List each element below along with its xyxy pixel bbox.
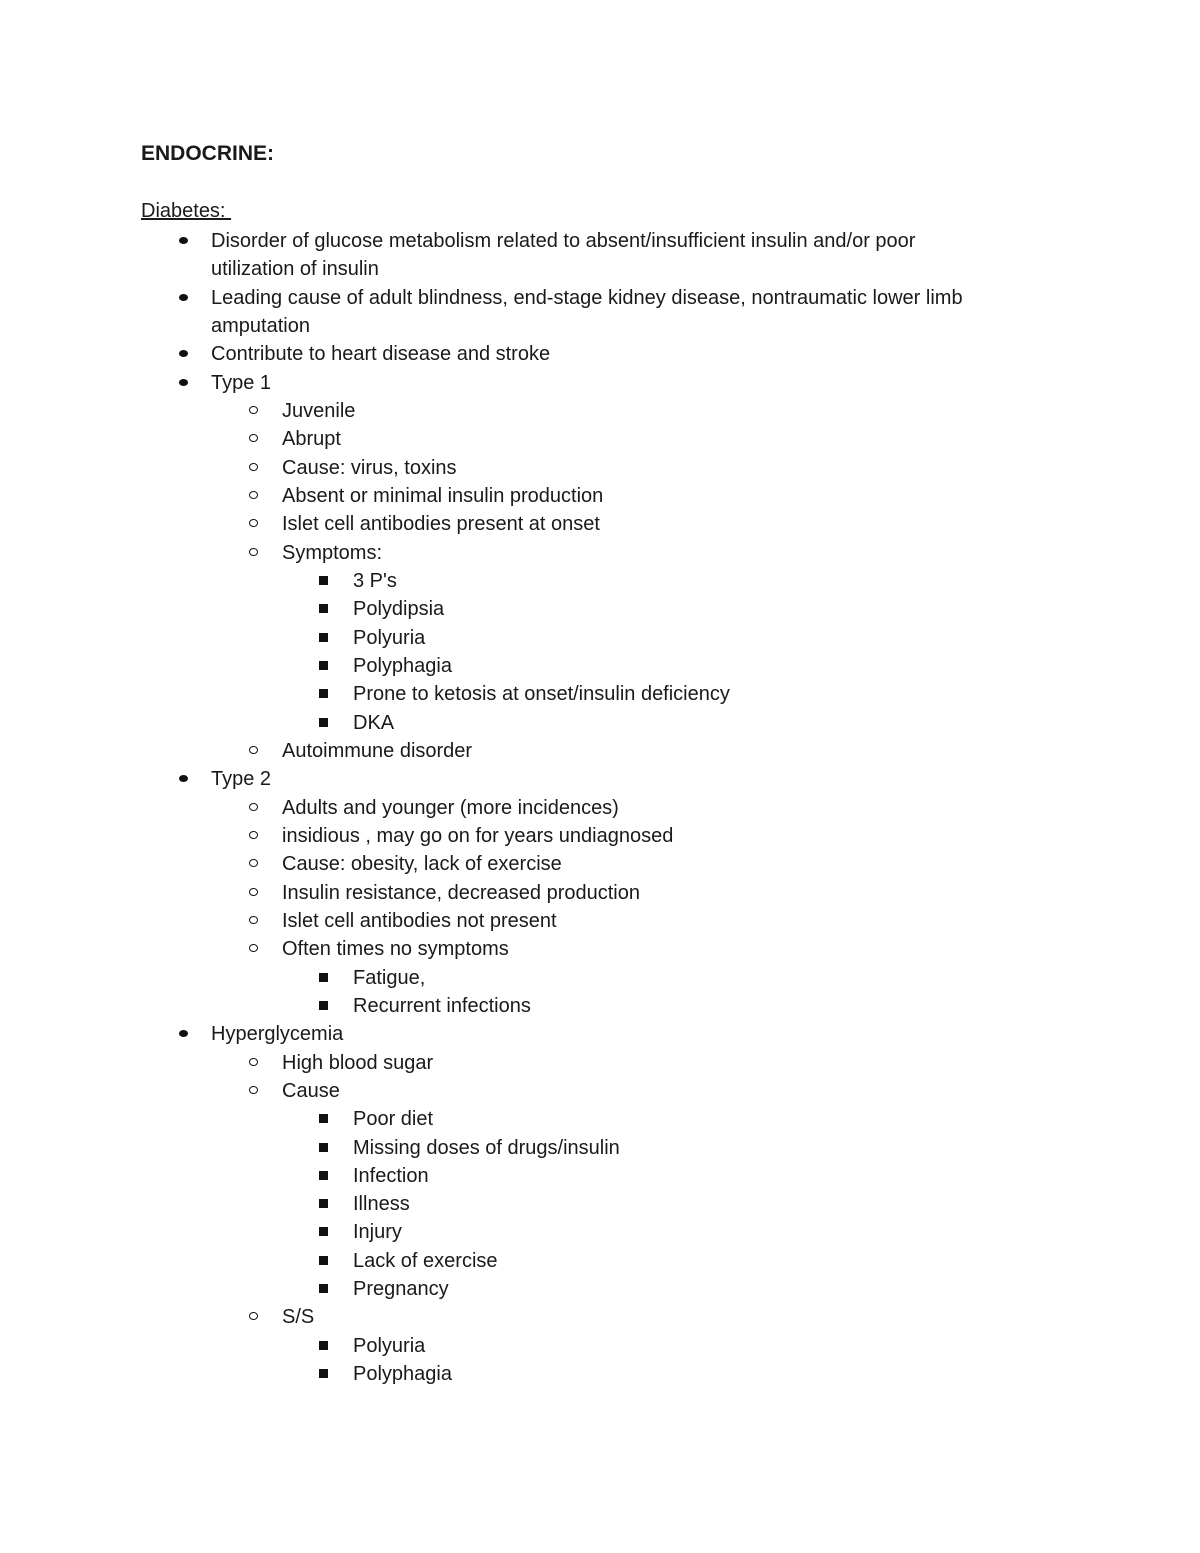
- list-item: [0, 1049, 1200, 1077]
- list-item-text: Recurrent infections: [353, 994, 531, 1017]
- list-item-text: DKA: [353, 711, 395, 734]
- bullet-outline: [0, 227, 1200, 1388]
- list-item: [0, 1105, 1200, 1133]
- list-item: [0, 595, 1200, 623]
- filled-circle-bullet-icon: [177, 369, 191, 397]
- list-item-text: High blood sugar: [282, 1051, 434, 1074]
- list-item: [0, 624, 1200, 652]
- page-title: ENDOCRINE:: [141, 142, 275, 165]
- list-item-text: Islet cell antibodies present at onset: [282, 513, 600, 536]
- list-item-text: Autoimmune disorder: [282, 739, 473, 762]
- list-item: [0, 1360, 1200, 1388]
- list-item-text: Polyphagia: [353, 654, 452, 677]
- list-item: [0, 1332, 1200, 1360]
- list-item: [0, 312, 1200, 340]
- list-item: [0, 567, 1200, 595]
- hollow-circle-bullet-icon: [247, 879, 261, 907]
- square-bullet-icon: [317, 709, 331, 737]
- list-item-text: Infection: [353, 1164, 429, 1187]
- hollow-circle-bullet-icon: [247, 1077, 261, 1105]
- list-item-text: Islet cell antibodies not present: [282, 909, 557, 932]
- list-item-continuation-text: amputation: [211, 314, 310, 337]
- list-item-text: Injury: [353, 1221, 402, 1244]
- filled-circle-bullet-icon: [177, 765, 191, 793]
- list-item-text: Cause: [282, 1079, 340, 1102]
- hollow-circle-bullet-icon: [247, 397, 261, 425]
- hollow-circle-bullet-icon: [247, 539, 261, 567]
- list-item: [0, 709, 1200, 737]
- list-item: [0, 1190, 1200, 1218]
- list-item: [0, 340, 1200, 368]
- list-item: [0, 1134, 1200, 1162]
- hollow-circle-bullet-icon: [247, 850, 261, 878]
- list-item-text: Prone to ketosis at onset/insulin deficiency: [353, 683, 730, 706]
- list-item-text: Hyperglycemia: [211, 1023, 344, 1046]
- list-item: [0, 369, 1200, 397]
- list-item: [0, 850, 1200, 878]
- hollow-circle-bullet-icon: [247, 822, 261, 850]
- list-item: [0, 935, 1200, 963]
- list-item: [0, 680, 1200, 708]
- list-item-text: Polyuria: [353, 626, 426, 649]
- list-item: [0, 765, 1200, 793]
- square-bullet-icon: [317, 1247, 331, 1275]
- list-item-text: Lack of exercise: [353, 1249, 498, 1272]
- hollow-circle-bullet-icon: [247, 1303, 261, 1331]
- hollow-circle-bullet-icon: [247, 907, 261, 935]
- list-item: [0, 1162, 1200, 1190]
- list-item: [0, 737, 1200, 765]
- square-bullet-icon: [317, 680, 331, 708]
- square-bullet-icon: [317, 624, 331, 652]
- list-item: [0, 1247, 1200, 1275]
- hollow-circle-bullet-icon: [247, 510, 261, 538]
- square-bullet-icon: [317, 1105, 331, 1133]
- list-item-text: S/S: [282, 1306, 315, 1329]
- square-bullet-icon: [317, 1275, 331, 1303]
- list-item: [0, 879, 1200, 907]
- list-item-text: Pregnancy: [353, 1278, 449, 1301]
- list-item-text: Symptoms:: [282, 541, 383, 564]
- list-item: [0, 510, 1200, 538]
- list-item: [0, 794, 1200, 822]
- square-bullet-icon: [317, 1360, 331, 1388]
- list-item: [0, 992, 1200, 1020]
- square-bullet-icon: [317, 1134, 331, 1162]
- list-item-text: Type 1: [211, 371, 272, 394]
- list-item-text: Cause: obesity, lack of exercise: [282, 853, 562, 876]
- list-item-text: Type 2: [211, 768, 272, 791]
- list-item: [0, 964, 1200, 992]
- list-item: [0, 822, 1200, 850]
- square-bullet-icon: [317, 1162, 331, 1190]
- list-item: [0, 454, 1200, 482]
- list-item: [0, 539, 1200, 567]
- list-item-continuation-text: utilization of insulin: [211, 258, 379, 281]
- list-item: [0, 227, 1200, 255]
- hollow-circle-bullet-icon: [247, 1049, 261, 1077]
- filled-circle-bullet-icon: [177, 340, 191, 368]
- hollow-circle-bullet-icon: [247, 935, 261, 963]
- list-item: [0, 255, 1200, 283]
- square-bullet-icon: [317, 595, 331, 623]
- hollow-circle-bullet-icon: [247, 425, 261, 453]
- filled-circle-bullet-icon: [177, 1020, 191, 1048]
- list-item: [0, 1218, 1200, 1246]
- list-item-text: Polydipsia: [353, 598, 445, 621]
- list-item: [0, 907, 1200, 935]
- list-item-text: Abrupt: [282, 428, 341, 451]
- square-bullet-icon: [317, 652, 331, 680]
- list-item-text: Juvenile: [282, 399, 356, 422]
- list-item-text: Poor diet: [353, 1108, 434, 1131]
- square-bullet-icon: [317, 992, 331, 1020]
- hollow-circle-bullet-icon: [247, 737, 261, 765]
- list-item: [0, 397, 1200, 425]
- square-bullet-icon: [317, 567, 331, 595]
- filled-circle-bullet-icon: [177, 227, 191, 255]
- list-item: [0, 482, 1200, 510]
- square-bullet-icon: [317, 1190, 331, 1218]
- list-item-text: Cause: virus, toxins: [282, 456, 457, 479]
- list-item: [0, 1077, 1200, 1105]
- list-item-text: Insulin resistance, decreased production: [282, 881, 640, 904]
- list-item: [0, 1275, 1200, 1303]
- square-bullet-icon: [317, 1218, 331, 1246]
- list-item: [0, 1303, 1200, 1331]
- list-item: [0, 284, 1200, 312]
- hollow-circle-bullet-icon: [247, 794, 261, 822]
- list-item: [0, 425, 1200, 453]
- list-item-text: Contribute to heart disease and stroke: [211, 343, 551, 366]
- list-item-text: Disorder of glucose metabolism related to absent/insufficient insulin and/or poor: [211, 230, 916, 252]
- list-item-text: Illness: [353, 1193, 410, 1216]
- hollow-circle-bullet-icon: [247, 454, 261, 482]
- list-item-text: 3 P's: [353, 569, 397, 592]
- list-item-text: insidious , may go on for years undiagnosed: [282, 824, 674, 847]
- hollow-circle-bullet-icon: [247, 482, 261, 510]
- square-bullet-icon: [317, 1332, 331, 1360]
- list-item: [0, 652, 1200, 680]
- list-item-text: Often times no symptoms: [282, 938, 509, 961]
- square-bullet-icon: [317, 964, 331, 992]
- list-item-text: Missing doses of drugs/insulin: [353, 1136, 620, 1159]
- list-item-text: Fatigue,: [353, 966, 426, 989]
- filled-circle-bullet-icon: [177, 284, 191, 312]
- list-item-text: Leading cause of adult blindness, end-stage kidney disease, nontraumatic lower limb: [211, 286, 963, 309]
- list-item-text: Absent or minimal insulin production: [282, 484, 604, 507]
- list-item-text: Polyphagia: [353, 1363, 452, 1386]
- section-heading-diabetes: Diabetes:: [141, 200, 232, 222]
- list-item-text: Adults and younger (more incidences): [282, 796, 619, 819]
- list-item-text: Polyuria: [353, 1334, 426, 1357]
- list-item: [0, 1020, 1200, 1048]
